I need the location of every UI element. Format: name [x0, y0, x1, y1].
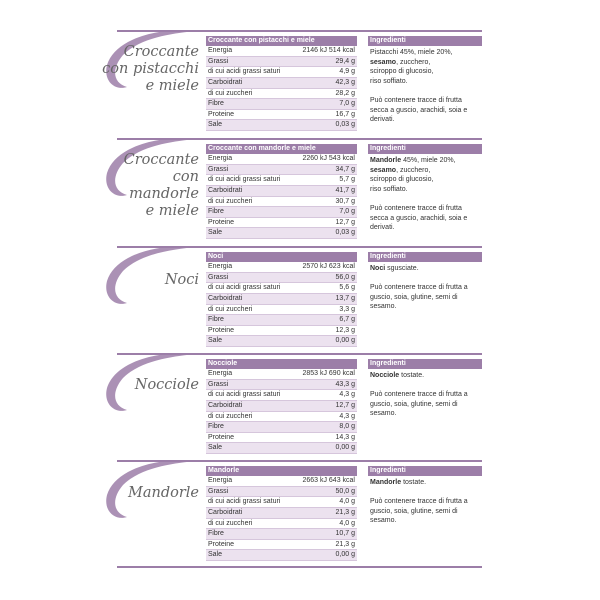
ingredients-box: [368, 359, 482, 429]
nutrient-value: 0,03 g: [335, 229, 355, 237]
ingredient-text: sciroppo di glucosio,: [370, 68, 434, 76]
nutrient-label: Proteine: [208, 326, 235, 334]
table-row: [206, 273, 357, 284]
ingredients-title: Ingredienti: [368, 144, 482, 154]
nutrient-value: 28,2 g: [335, 89, 355, 97]
table-row: [206, 433, 357, 444]
nutrient-value: 21,3 g: [335, 540, 355, 548]
table-row: [206, 186, 357, 197]
nutrient-label: Energia: [208, 155, 233, 162]
nutrient-value: 8,0 g: [339, 423, 355, 431]
nutrient-label: di cui zuccheri: [208, 519, 253, 527]
ingredient-line: [370, 478, 482, 488]
ingredient-text: riso soffiato.: [370, 77, 408, 85]
nutrient-value: 2663 kJ 643 kcal: [302, 477, 355, 484]
table-row: [206, 262, 357, 273]
nutrient-label: Proteine: [208, 218, 235, 226]
nutrient-value: 12,7 g: [335, 218, 355, 226]
allergen-note: Può contenere tracce di frutta a guscio, soia, glutine, semi di sesamo.: [370, 284, 468, 311]
table-row: [206, 369, 357, 380]
ingredient-line: [370, 264, 482, 274]
nutrient-label: Carboidrati: [208, 401, 243, 409]
table-row: [206, 412, 357, 423]
nutrient-label: Grassi: [208, 487, 229, 495]
ingredient-line: [370, 58, 482, 68]
nutrition-table: [206, 466, 357, 561]
allergen-bold: Noci: [370, 265, 386, 272]
nutrition-table: [206, 36, 357, 131]
ingredients-text: [368, 371, 482, 419]
nutrient-label: Carboidrati: [208, 78, 243, 86]
nutrient-value: 13,7 g: [335, 294, 355, 302]
nutrient-label: di cui acidi grassi saturi: [208, 176, 281, 184]
nutrient-label: di cui acidi grassi saturi: [208, 498, 281, 506]
product-section: [102, 30, 482, 130]
nutrient-value: 34,7 g: [335, 165, 355, 173]
nutrient-value: 42,3 g: [335, 78, 355, 86]
allergen-bold: sesamo: [370, 166, 397, 174]
table-row: [206, 476, 357, 487]
nutrient-label: di cui acidi grassi saturi: [208, 391, 281, 399]
nutrient-value: 16,7 g: [335, 110, 355, 118]
nutrient-value: 0,03 g: [335, 121, 355, 129]
ingredients-box: [368, 466, 482, 536]
ingredients-title: Ingredienti: [368, 36, 482, 46]
ingredients-title: Ingredienti: [368, 466, 482, 476]
ingredient-line: [370, 371, 482, 381]
nutrient-label: Sale: [208, 121, 223, 129]
table-row: [206, 67, 357, 78]
nutrition-table-title: Nocciole: [206, 359, 357, 369]
allergen-note: Può contenere tracce di frutta a guscio, soia, glutine, semi di sesamo.: [370, 498, 468, 525]
nutrient-label: di cui acidi grassi saturi: [208, 68, 281, 76]
nutrient-value: 7,0 g: [339, 208, 355, 216]
table-row: [206, 315, 357, 326]
table-row: [206, 78, 357, 89]
ingredient-line: [370, 77, 482, 87]
nutrient-value: 3,3 g: [339, 305, 355, 313]
table-row: [206, 294, 357, 305]
ingredients-box: [368, 36, 482, 134]
nutrient-value: 0,00 g: [335, 551, 355, 559]
table-row: [206, 207, 357, 218]
product-name: Mandorle: [128, 485, 199, 501]
ingredients-list: [370, 48, 482, 86]
nutrient-label: Energia: [208, 477, 233, 484]
ingredient-text: sciroppo di glucosio,: [370, 176, 434, 184]
nutrient-value: 4,0 g: [339, 519, 355, 527]
nutrient-label: Grassi: [208, 273, 229, 281]
table-row: [206, 197, 357, 208]
nutrient-label: Fibre: [208, 316, 224, 324]
nutrient-label: Energia: [208, 263, 233, 270]
ingredients-list: [370, 156, 482, 194]
nutrient-value: 5,6 g: [339, 284, 355, 292]
ingredients-list: [370, 264, 482, 274]
table-row: [206, 508, 357, 519]
ingredient-line: [370, 175, 482, 185]
nutrient-value: 0,00 g: [335, 444, 355, 452]
product-name: Croccante con mandorle e miele: [123, 152, 199, 219]
ingredients-text: [368, 156, 482, 233]
nutrient-value: 2260 kJ 543 kcal: [302, 155, 355, 162]
table-row: [206, 540, 357, 551]
product-section: [117, 460, 482, 560]
table-row: [206, 401, 357, 412]
nutrient-label: Carboidrati: [208, 294, 243, 302]
product-section: [117, 353, 482, 453]
nutrition-table: [206, 252, 357, 347]
ingredient-text: tostate.: [399, 372, 425, 379]
ingredient-line: [370, 185, 482, 195]
allergen-bold: Mandorle: [370, 479, 402, 486]
nutrient-value: 7,0 g: [339, 100, 355, 108]
allergen-note: Può contenere tracce di frutta secca a guscio, arachidi, soia e derivati.: [370, 96, 468, 124]
table-row: [206, 57, 357, 68]
nutrient-value: 4,3 g: [339, 412, 355, 420]
nutrient-label: Carboidrati: [208, 508, 243, 516]
nutrient-value: 4,0 g: [339, 498, 355, 506]
allergen-bold: Nocciole: [370, 372, 400, 379]
table-row: [206, 390, 357, 401]
nutrient-label: Fibre: [208, 208, 224, 216]
nutrient-value: 12,7 g: [335, 401, 355, 409]
allergen-note: Può contenere tracce di frutta a guscio, soia, glutine, semi di sesamo.: [370, 391, 468, 418]
table-row: [206, 487, 357, 498]
nutrient-value: 50,0 g: [335, 487, 355, 495]
product-section: [117, 138, 482, 238]
nutrient-label: di cui zuccheri: [208, 305, 253, 313]
ingredient-line: [370, 156, 482, 166]
nutrient-value: 2570 kJ 623 kcal: [302, 263, 355, 270]
nutrient-label: Fibre: [208, 530, 224, 538]
ingredient-line: [370, 67, 482, 77]
nutrient-value: 56,0 g: [335, 273, 355, 281]
nutrient-label: Energia: [208, 47, 233, 54]
product-section: [117, 246, 482, 346]
table-row: [206, 120, 357, 131]
table-row: [206, 305, 357, 316]
nutrient-label: Sale: [208, 551, 223, 559]
allergen-bold: Mandorle: [370, 157, 402, 164]
nutrient-label: Sale: [208, 337, 223, 345]
ingredient-line: [370, 166, 482, 176]
nutrient-label: Carboidrati: [208, 186, 243, 194]
bottom-divider: [117, 566, 482, 568]
nutrient-value: 41,7 g: [335, 186, 355, 194]
table-row: [206, 165, 357, 176]
nutrient-label: di cui zuccheri: [208, 197, 253, 205]
table-row: [206, 228, 357, 239]
ingredient-text: 45%, miele 20%,: [401, 157, 456, 164]
nutrient-label: Energia: [208, 370, 233, 377]
table-row: [206, 283, 357, 294]
ingredients-text: [368, 48, 482, 125]
nutrition-table-title: Noci: [206, 252, 357, 262]
nutrient-value: 10,7 g: [335, 530, 355, 538]
ingredient-line: [370, 48, 482, 58]
ingredient-text: tostate.: [401, 479, 427, 486]
nutrient-value: 43,3 g: [335, 380, 355, 388]
nutrition-table: [206, 359, 357, 454]
table-row: [206, 99, 357, 110]
nutrition-table-title: Croccante con pistacchi e miele: [206, 36, 357, 46]
ingredients-title: Ingredienti: [368, 359, 482, 369]
nutrient-label: Proteine: [208, 433, 235, 441]
table-row: [206, 497, 357, 508]
ingredient-text: sgusciate.: [385, 265, 419, 272]
nutrition-table: [206, 144, 357, 239]
nutrient-label: Grassi: [208, 165, 229, 173]
product-name: Croccante con pistacchi e miele: [102, 44, 199, 94]
nutrition-table-title: Mandorle: [206, 466, 357, 476]
ingredient-text: , zucchero,: [396, 58, 431, 66]
table-row: [206, 550, 357, 561]
table-row: [206, 336, 357, 347]
nutrient-value: 12,3 g: [335, 326, 355, 334]
nutrient-label: Grassi: [208, 380, 229, 388]
nutrient-value: 29,4 g: [335, 57, 355, 65]
ingredients-title: Ingredienti: [368, 252, 482, 262]
table-row: [206, 443, 357, 454]
nutrient-label: di cui acidi grassi saturi: [208, 284, 281, 292]
table-row: [206, 46, 357, 57]
ingredient-text: Pistacchi 45%, miele 20%,: [370, 49, 453, 56]
table-row: [206, 110, 357, 121]
ingredients-text: [368, 478, 482, 526]
table-row: [206, 175, 357, 186]
table-row: [206, 154, 357, 165]
table-row: [206, 218, 357, 229]
table-row: [206, 519, 357, 530]
ingredients-box: [368, 144, 482, 242]
table-row: [206, 326, 357, 337]
nutrient-label: Sale: [208, 444, 223, 452]
nutrient-value: 14,3 g: [335, 433, 355, 441]
table-row: [206, 529, 357, 540]
nutrient-label: Fibre: [208, 100, 224, 108]
nutrition-table-title: Croccante con mandorle e miele: [206, 144, 357, 154]
ingredient-text: riso soffiato.: [370, 185, 408, 193]
nutrient-label: di cui zuccheri: [208, 412, 253, 420]
ingredients-box: [368, 252, 482, 322]
nutrient-label: di cui zuccheri: [208, 89, 253, 97]
ingredients-text: [368, 264, 482, 312]
nutrient-value: 2146 kJ 514 kcal: [302, 47, 355, 54]
nutrient-value: 21,3 g: [335, 508, 355, 516]
ingredient-text: , zucchero,: [396, 166, 431, 174]
product-name: Noci: [164, 272, 199, 288]
nutrient-value: 4,3 g: [339, 391, 355, 399]
ingredients-list: [370, 371, 482, 381]
product-name: Nocciole: [134, 377, 199, 393]
nutrient-label: Proteine: [208, 110, 235, 118]
allergen-note: Può contenere tracce di frutta secca a guscio, arachidi, soia e derivati.: [370, 204, 468, 232]
nutrient-value: 6,7 g: [339, 316, 355, 324]
table-row: [206, 380, 357, 391]
nutrient-value: 5,7 g: [339, 176, 355, 184]
ingredients-list: [370, 478, 482, 488]
table-row: [206, 89, 357, 100]
table-row: [206, 422, 357, 433]
nutrient-label: Fibre: [208, 423, 224, 431]
nutrient-label: Proteine: [208, 540, 235, 548]
nutrient-value: 4,9 g: [339, 68, 355, 76]
nutrient-value: 0,00 g: [335, 337, 355, 345]
nutrient-value: 2853 kJ 690 kcal: [302, 370, 355, 377]
allergen-bold: sesamo: [370, 58, 397, 66]
nutrient-label: Sale: [208, 229, 223, 237]
nutrient-label: Grassi: [208, 57, 229, 65]
nutrient-value: 30,7 g: [335, 197, 355, 205]
